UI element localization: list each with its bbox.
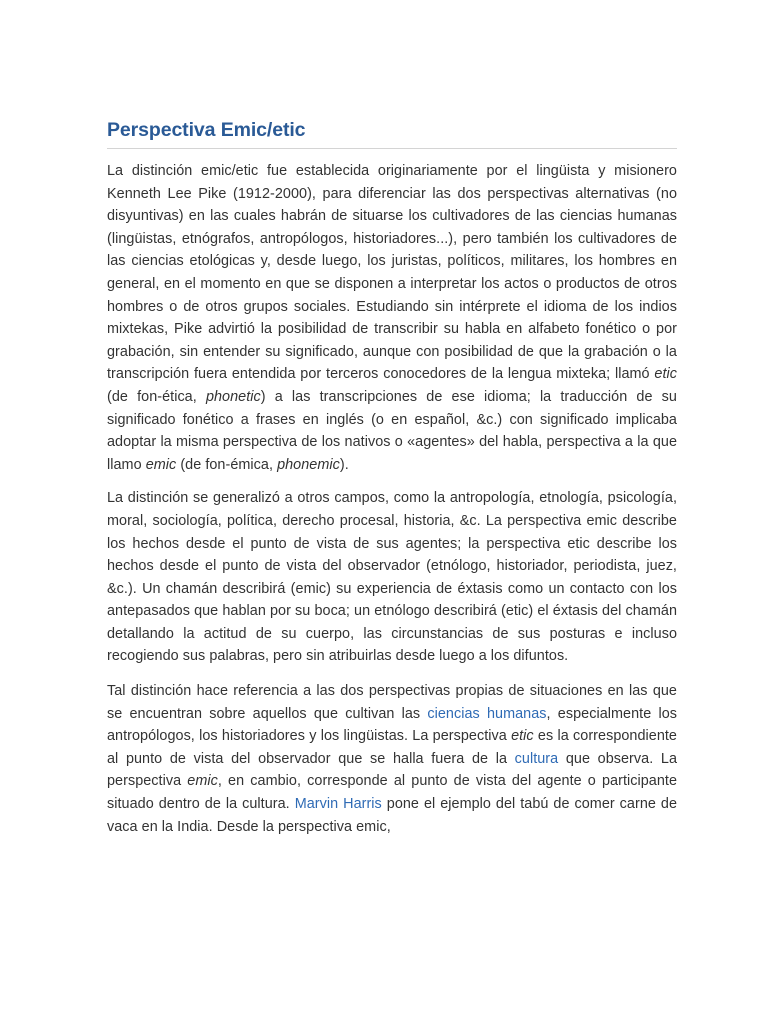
paragraph-1-text-e: ). xyxy=(339,456,349,473)
link-marvin-harris[interactable]: Marvin Harris xyxy=(294,796,382,813)
paragraph-1-text-b: (de fon-ética, xyxy=(107,388,206,405)
term-emic: emic xyxy=(145,456,177,473)
paragraph-1-text-c: ) a las transcripciones de ese idioma; la traducción de su significado fonético a frases en inglés (o en español, &c.) con significado implicaba adoptar la misma perspectiva de los nativos o «agentes» del habla, perspectiva a la que llamo xyxy=(107,388,677,473)
term-etic-2: etic xyxy=(511,728,534,745)
paragraph-3-text-e: , en cambio, corresponde al punto de vista del agente o participante situado dentro de la cultura. xyxy=(107,773,677,813)
paragraph-1 xyxy=(107,160,677,476)
link-cultura[interactable]: cultura xyxy=(514,750,559,767)
term-phonemic: phonemic xyxy=(277,456,340,473)
term-etic: etic xyxy=(654,366,677,383)
link-ciencias-humanas[interactable]: ciencias humanas xyxy=(427,705,547,722)
paragraph-3-text-d: que observa. La perspectiva xyxy=(107,750,677,790)
article xyxy=(107,116,677,838)
paragraph-3 xyxy=(107,680,677,838)
paragraph-1-text-d: (de fon-émica, xyxy=(176,456,278,473)
paragraph-2: La distinción se generalizó a otros campos, como la antropología, etnología, psicología, moral, sociología, política, derecho procesal, historia, &c. La perspectiva emic describe los hechos desde el punto de vista de sus agentes; la perspectiva etic describe los hechos desde el punto de vista del observador (etnólogo, historiador, periodista, juez, &c.). Un chamán describirá (emic) su experiencia de éxtasis como un contacto con los antepasados que hablan por su boca; un etnólogo describirá (etic) el éxtasis del chamán detallando la actitud de su cuerpo, las circunstancias de sus posturas e incluso recogiendo sus palabras, pero sin atribuirlas desde luego a los difuntos. xyxy=(107,490,677,665)
term-phonetic: phonetic xyxy=(205,388,261,405)
section-heading: Perspectiva Emic/etic xyxy=(107,116,677,149)
term-emic-2: emic xyxy=(187,773,218,790)
paragraph-3-text-b: , especialmente los antropólogos, los historiadores y los lingüistas. La perspectiva xyxy=(107,705,677,745)
paragraph-3-text-f: pone el ejemplo del tabú de comer carne de vaca en la India. Desde la perspectiva emic, xyxy=(107,796,678,835)
paragraph-3-text-c: es la correspondiente al punto de vista del observador que se halla fuera de la xyxy=(107,728,677,767)
paragraph-3-text-a: Tal distinción hace referencia a las dos perspectivas propias de situaciones en las que se encuentran sobre aquellos que cultivan las xyxy=(107,683,677,722)
paragraph-1-text-a: La distinción emic/etic fue establecida originariamente por el lingüista y misionero Kenneth Lee Pike (1912-2000), para diferenciar las dos perspectivas alternativas (no disyuntivas) en las cuales habrán de situarse los cultivadores de las ciencias humanas (lingüistas, etnógrafos, antropólogos, historiadores...), pero también los cultivadores de las ciencias etológicas y, desde luego, los juristas, políticos, militares, los hombres en general, en el momento en que se disponen a interpretar los actos o productos de otros hombres o de otros grupos sociales. Estudiando sin intérprete el idioma de los indios mixtekas, Pike advirtió la posibilidad de transcribir su habla en alfabeto fonético o por grabación, sin entender su significado, aunque con posibilidad de que la grabación o la transcripción fuera entendida por terceros conocedores de la lengua mixteka; llamó xyxy=(107,163,677,383)
